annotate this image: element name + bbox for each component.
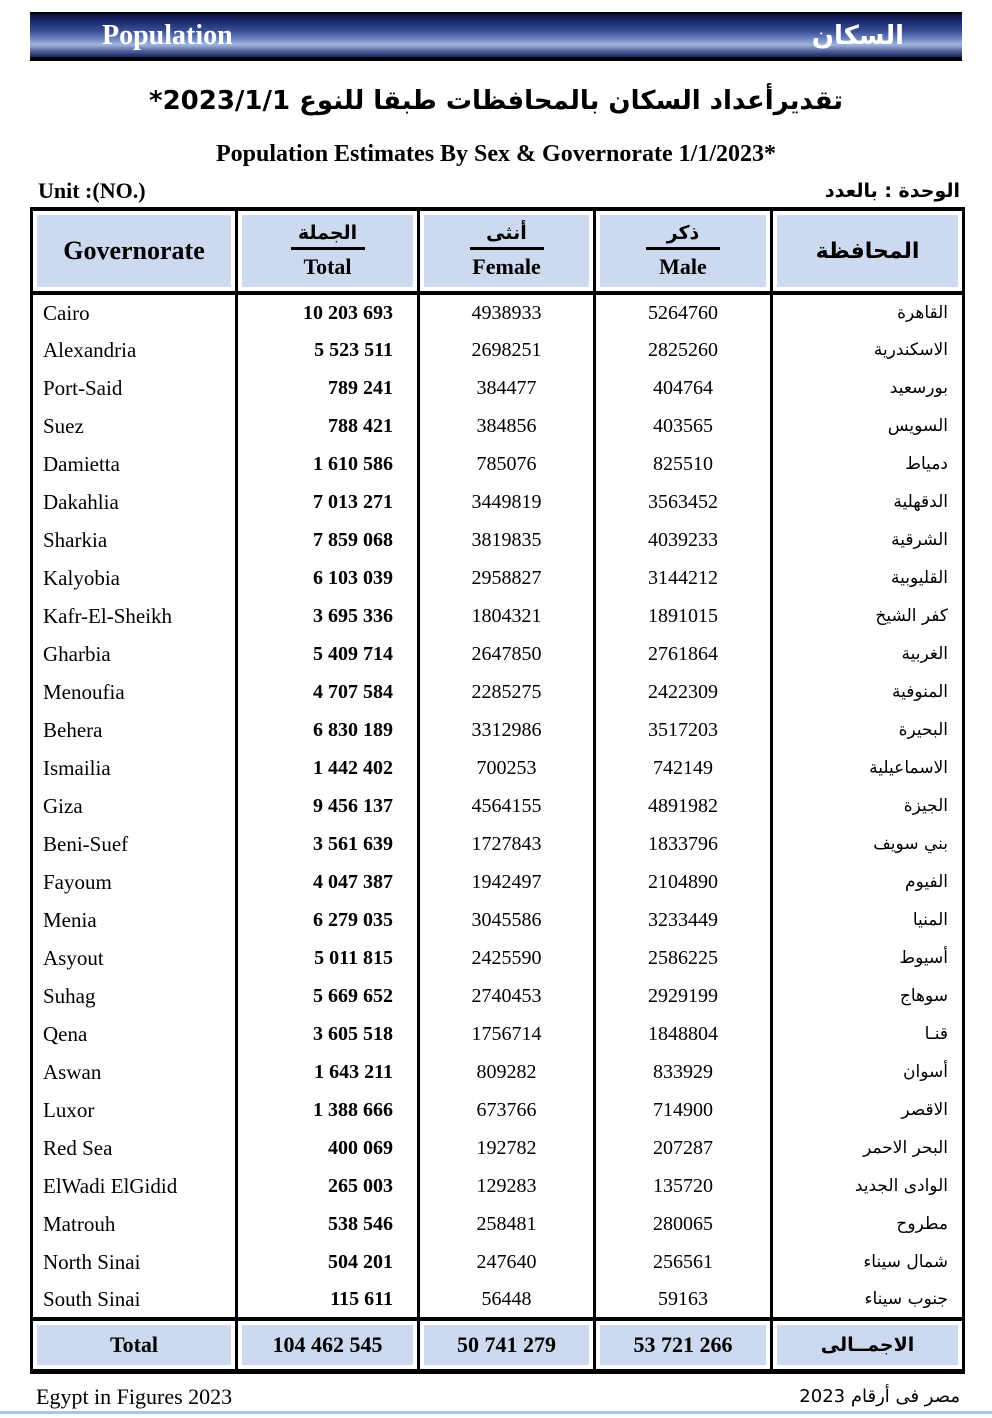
cell-female: 129283 xyxy=(419,1167,595,1205)
cell-governorate-en: North Sinai xyxy=(32,1243,237,1281)
cell-governorate-ar: الاسكندرية xyxy=(772,331,964,369)
header-divider-line xyxy=(646,247,720,250)
cell-male: 3144212 xyxy=(595,559,772,597)
cell-male: 4891982 xyxy=(595,787,772,825)
table-header-row xyxy=(32,209,964,293)
cell-governorate-ar: المنوفية xyxy=(772,673,964,711)
cell-governorate-en: Giza xyxy=(32,787,237,825)
unit-label-english: Unit :(NO.) xyxy=(38,178,146,203)
cell-female: 1727843 xyxy=(419,825,595,863)
table-row xyxy=(32,977,964,1015)
cell-female: 700253 xyxy=(419,749,595,787)
cell-female: 2958827 xyxy=(419,559,595,597)
cell-governorate-en: Alexandria xyxy=(32,331,237,369)
cell-governorate-en: Gharbia xyxy=(32,635,237,673)
cell-male: 404764 xyxy=(595,369,772,407)
cell-governorate-ar: الفيوم xyxy=(772,863,964,901)
cell-female: 3819835 xyxy=(419,521,595,559)
table-row xyxy=(32,1091,964,1129)
cell-governorate-ar: قنـا xyxy=(772,1015,964,1053)
cell-male: 3233449 xyxy=(595,901,772,939)
cell-male: 59163 xyxy=(595,1281,772,1319)
cell-total: 9 456 137 xyxy=(237,787,419,825)
cell-governorate-en: Asyout xyxy=(32,939,237,977)
cell-governorate-en: Behera xyxy=(32,711,237,749)
cell-female: 56448 xyxy=(419,1281,595,1319)
cell-total: 265 003 xyxy=(237,1167,419,1205)
table-row xyxy=(32,787,964,825)
cell-male: 1833796 xyxy=(595,825,772,863)
cell-female: 3045586 xyxy=(419,901,595,939)
cell-governorate-ar: الجيزة xyxy=(772,787,964,825)
total-total-cell xyxy=(237,1319,419,1371)
table-row xyxy=(32,749,964,787)
table-row xyxy=(32,939,964,977)
page-title-english: Population Estimates By Sex & Governorate 1/1/2023* xyxy=(216,141,776,167)
total-label-ar: الاجمــالى xyxy=(777,1325,958,1365)
cell-male: 4039233 xyxy=(595,521,772,559)
cell-governorate-ar: شمال سيناء xyxy=(772,1243,964,1281)
table-row xyxy=(32,1015,964,1053)
cell-female: 785076 xyxy=(419,445,595,483)
total-total-value: 104 462 545 xyxy=(242,1325,413,1365)
cell-total: 6 830 189 xyxy=(237,711,419,749)
cell-total: 3 695 336 xyxy=(237,597,419,635)
cell-female: 4564155 xyxy=(419,787,595,825)
header-male xyxy=(595,209,772,293)
cell-governorate-en: Menia xyxy=(32,901,237,939)
cell-governorate-ar: بورسعيد xyxy=(772,369,964,407)
header-female xyxy=(419,209,595,293)
table-row xyxy=(32,635,964,673)
cell-governorate-en: Qena xyxy=(32,1015,237,1053)
total-row xyxy=(32,1319,964,1371)
table-row xyxy=(32,863,964,901)
cell-governorate-en: Kalyobia xyxy=(32,559,237,597)
header-male-english: Male xyxy=(659,254,707,279)
cell-female: 1756714 xyxy=(419,1015,595,1053)
table-row xyxy=(32,1167,964,1205)
total-female-cell xyxy=(419,1319,595,1371)
cell-governorate-ar: البحر الاحمر xyxy=(772,1129,964,1167)
section-banner xyxy=(30,12,962,61)
table-row xyxy=(32,1053,964,1091)
banner-title-english: Population xyxy=(102,19,233,51)
page-title-arabic: تقديرأعداد السكان بالمحافظات طبقا للنوع 2023/1/1* xyxy=(148,86,844,116)
cell-governorate-en: Cairo xyxy=(32,293,237,331)
cell-governorate-ar: أسوان xyxy=(772,1053,964,1091)
table-row xyxy=(32,1243,964,1281)
total-label-en-cell xyxy=(32,1319,237,1371)
cell-total: 5 523 511 xyxy=(237,331,419,369)
cell-governorate-en: Suez xyxy=(32,407,237,445)
table-body xyxy=(32,293,964,1319)
table-row xyxy=(32,407,964,445)
header-total-arabic: الجملة xyxy=(297,222,358,244)
table-row xyxy=(32,901,964,939)
cell-male: 135720 xyxy=(595,1167,772,1205)
cell-male: 207287 xyxy=(595,1129,772,1167)
header-governorate-en xyxy=(32,209,237,293)
table-row xyxy=(32,597,964,635)
cell-female: 673766 xyxy=(419,1091,595,1129)
cell-total: 788 421 xyxy=(237,407,419,445)
cell-governorate-ar: الوادى الجديد xyxy=(772,1167,964,1205)
cell-total: 1 610 586 xyxy=(237,445,419,483)
cell-female: 1804321 xyxy=(419,597,595,635)
banner-title-arabic: السكان xyxy=(811,20,904,51)
cell-total: 789 241 xyxy=(237,369,419,407)
cell-female: 384477 xyxy=(419,369,595,407)
cell-governorate-en: Kafr-El-Sheikh xyxy=(32,597,237,635)
unit-label-arabic: الوحدة : بالعدد xyxy=(824,180,960,202)
total-female-value: 50 741 279 xyxy=(424,1325,589,1365)
cell-total: 1 388 666 xyxy=(237,1091,419,1129)
header-governorate-en-label: Governorate xyxy=(63,236,205,265)
header-governorate-ar-label: المحافظة xyxy=(815,238,920,264)
total-male-cell xyxy=(595,1319,772,1371)
cell-governorate-ar: الغربية xyxy=(772,635,964,673)
cell-female: 192782 xyxy=(419,1129,595,1167)
cell-male: 256561 xyxy=(595,1243,772,1281)
cell-total: 1 442 402 xyxy=(237,749,419,787)
cell-governorate-ar: البحيرة xyxy=(772,711,964,749)
cell-male: 2929199 xyxy=(595,977,772,1015)
cell-governorate-ar: مطروح xyxy=(772,1205,964,1243)
header-divider-line xyxy=(291,247,365,250)
cell-male: 3563452 xyxy=(595,483,772,521)
cell-female: 2425590 xyxy=(419,939,595,977)
cell-total: 400 069 xyxy=(237,1129,419,1167)
cell-female: 2698251 xyxy=(419,331,595,369)
cell-governorate-ar: الدقهلية xyxy=(772,483,964,521)
cell-governorate-en: ElWadi ElGidid xyxy=(32,1167,237,1205)
table-row xyxy=(32,1281,964,1319)
cell-total: 5 011 815 xyxy=(237,939,419,977)
cell-governorate-en: Port-Said xyxy=(32,369,237,407)
cell-governorate-ar: القاهرة xyxy=(772,293,964,331)
cell-total: 1 643 211 xyxy=(237,1053,419,1091)
table-row xyxy=(32,331,964,369)
cell-male: 1891015 xyxy=(595,597,772,635)
cell-female: 809282 xyxy=(419,1053,595,1091)
cell-female: 3312986 xyxy=(419,711,595,749)
cell-male: 714900 xyxy=(595,1091,772,1129)
footer-english: Egypt in Figures 2023 xyxy=(36,1384,233,1409)
cell-total: 10 203 693 xyxy=(237,293,419,331)
header-divider-line xyxy=(470,247,544,250)
cell-female: 2285275 xyxy=(419,673,595,711)
cell-male: 1848804 xyxy=(595,1015,772,1053)
cell-male: 280065 xyxy=(595,1205,772,1243)
cell-male: 403565 xyxy=(595,407,772,445)
cell-total: 504 201 xyxy=(237,1243,419,1281)
table-row xyxy=(32,711,964,749)
bottom-blue-rule xyxy=(0,1411,992,1414)
cell-governorate-ar: المنيا xyxy=(772,901,964,939)
header-female-english: Female xyxy=(472,254,541,279)
cell-total: 6 103 039 xyxy=(237,559,419,597)
cell-male: 2825260 xyxy=(595,331,772,369)
cell-governorate-en: Matrouh xyxy=(32,1205,237,1243)
cell-governorate-ar: دمياط xyxy=(772,445,964,483)
cell-governorate-en: Suhag xyxy=(32,977,237,1015)
table-header xyxy=(32,209,964,293)
cell-governorate-en: Dakahlia xyxy=(32,483,237,521)
cell-total: 3 561 639 xyxy=(237,825,419,863)
cell-male: 2422309 xyxy=(595,673,772,711)
cell-governorate-en: Luxor xyxy=(32,1091,237,1129)
table-row xyxy=(32,559,964,597)
cell-female: 258481 xyxy=(419,1205,595,1243)
table-row xyxy=(32,293,964,331)
cell-female: 3449819 xyxy=(419,483,595,521)
cell-governorate-en: Fayoum xyxy=(32,863,237,901)
table-row xyxy=(32,483,964,521)
cell-female: 384856 xyxy=(419,407,595,445)
cell-total: 7 013 271 xyxy=(237,483,419,521)
cell-total: 5 669 652 xyxy=(237,977,419,1015)
cell-total: 4 707 584 xyxy=(237,673,419,711)
header-female-arabic: أنثى xyxy=(486,222,527,244)
cell-female: 247640 xyxy=(419,1243,595,1281)
table-row xyxy=(32,1205,964,1243)
cell-male: 2586225 xyxy=(595,939,772,977)
population-table-wrapper xyxy=(30,207,962,1374)
total-male-value: 53 721 266 xyxy=(600,1325,766,1365)
cell-total: 7 859 068 xyxy=(237,521,419,559)
cell-governorate-ar: سوهاج xyxy=(772,977,964,1015)
cell-governorate-ar: بني سويف xyxy=(772,825,964,863)
footer-arabic: مصر فى أرقام 2023 xyxy=(799,1386,960,1407)
cell-male: 3517203 xyxy=(595,711,772,749)
cell-female: 2647850 xyxy=(419,635,595,673)
population-table xyxy=(30,207,965,1374)
total-label-ar-cell xyxy=(772,1319,964,1371)
table-row xyxy=(32,673,964,711)
cell-governorate-ar: الاقصر xyxy=(772,1091,964,1129)
cell-total: 5 409 714 xyxy=(237,635,419,673)
cell-governorate-en: Damietta xyxy=(32,445,237,483)
cell-governorate-en: Ismailia xyxy=(32,749,237,787)
cell-governorate-ar: السويس xyxy=(772,407,964,445)
cell-male: 742149 xyxy=(595,749,772,787)
cell-governorate-en: South Sinai xyxy=(32,1281,237,1319)
cell-female: 1942497 xyxy=(419,863,595,901)
header-governorate-ar xyxy=(772,209,964,293)
cell-governorate-en: Sharkia xyxy=(32,521,237,559)
cell-total: 115 611 xyxy=(237,1281,419,1319)
table-row xyxy=(32,445,964,483)
cell-total: 538 546 xyxy=(237,1205,419,1243)
table-row xyxy=(32,369,964,407)
cell-male: 833929 xyxy=(595,1053,772,1091)
cell-male: 5264760 xyxy=(595,293,772,331)
table-footer xyxy=(32,1319,964,1371)
cell-governorate-ar: الشرقية xyxy=(772,521,964,559)
cell-governorate-en: Menoufia xyxy=(32,673,237,711)
cell-governorate-ar: القليوبية xyxy=(772,559,964,597)
cell-female: 2740453 xyxy=(419,977,595,1015)
cell-male: 2761864 xyxy=(595,635,772,673)
cell-total: 3 605 518 xyxy=(237,1015,419,1053)
header-male-arabic: ذكر xyxy=(666,222,700,244)
cell-governorate-ar: كفر الشيخ xyxy=(772,597,964,635)
cell-total: 6 279 035 xyxy=(237,901,419,939)
header-total-english: Total xyxy=(303,254,352,279)
cell-governorate-en: Beni-Suef xyxy=(32,825,237,863)
header-total xyxy=(237,209,419,293)
table-row xyxy=(32,521,964,559)
cell-governorate-en: Red Sea xyxy=(32,1129,237,1167)
cell-governorate-en: Aswan xyxy=(32,1053,237,1091)
table-row xyxy=(32,825,964,863)
cell-female: 4938933 xyxy=(419,293,595,331)
cell-male: 2104890 xyxy=(595,863,772,901)
table-row xyxy=(32,1129,964,1167)
cell-governorate-ar: الاسماعيلية xyxy=(772,749,964,787)
cell-total: 4 047 387 xyxy=(237,863,419,901)
cell-governorate-ar: جنوب سيناء xyxy=(772,1281,964,1319)
cell-governorate-ar: أسيوط xyxy=(772,939,964,977)
total-label-en: Total xyxy=(37,1325,231,1365)
cell-male: 825510 xyxy=(595,445,772,483)
